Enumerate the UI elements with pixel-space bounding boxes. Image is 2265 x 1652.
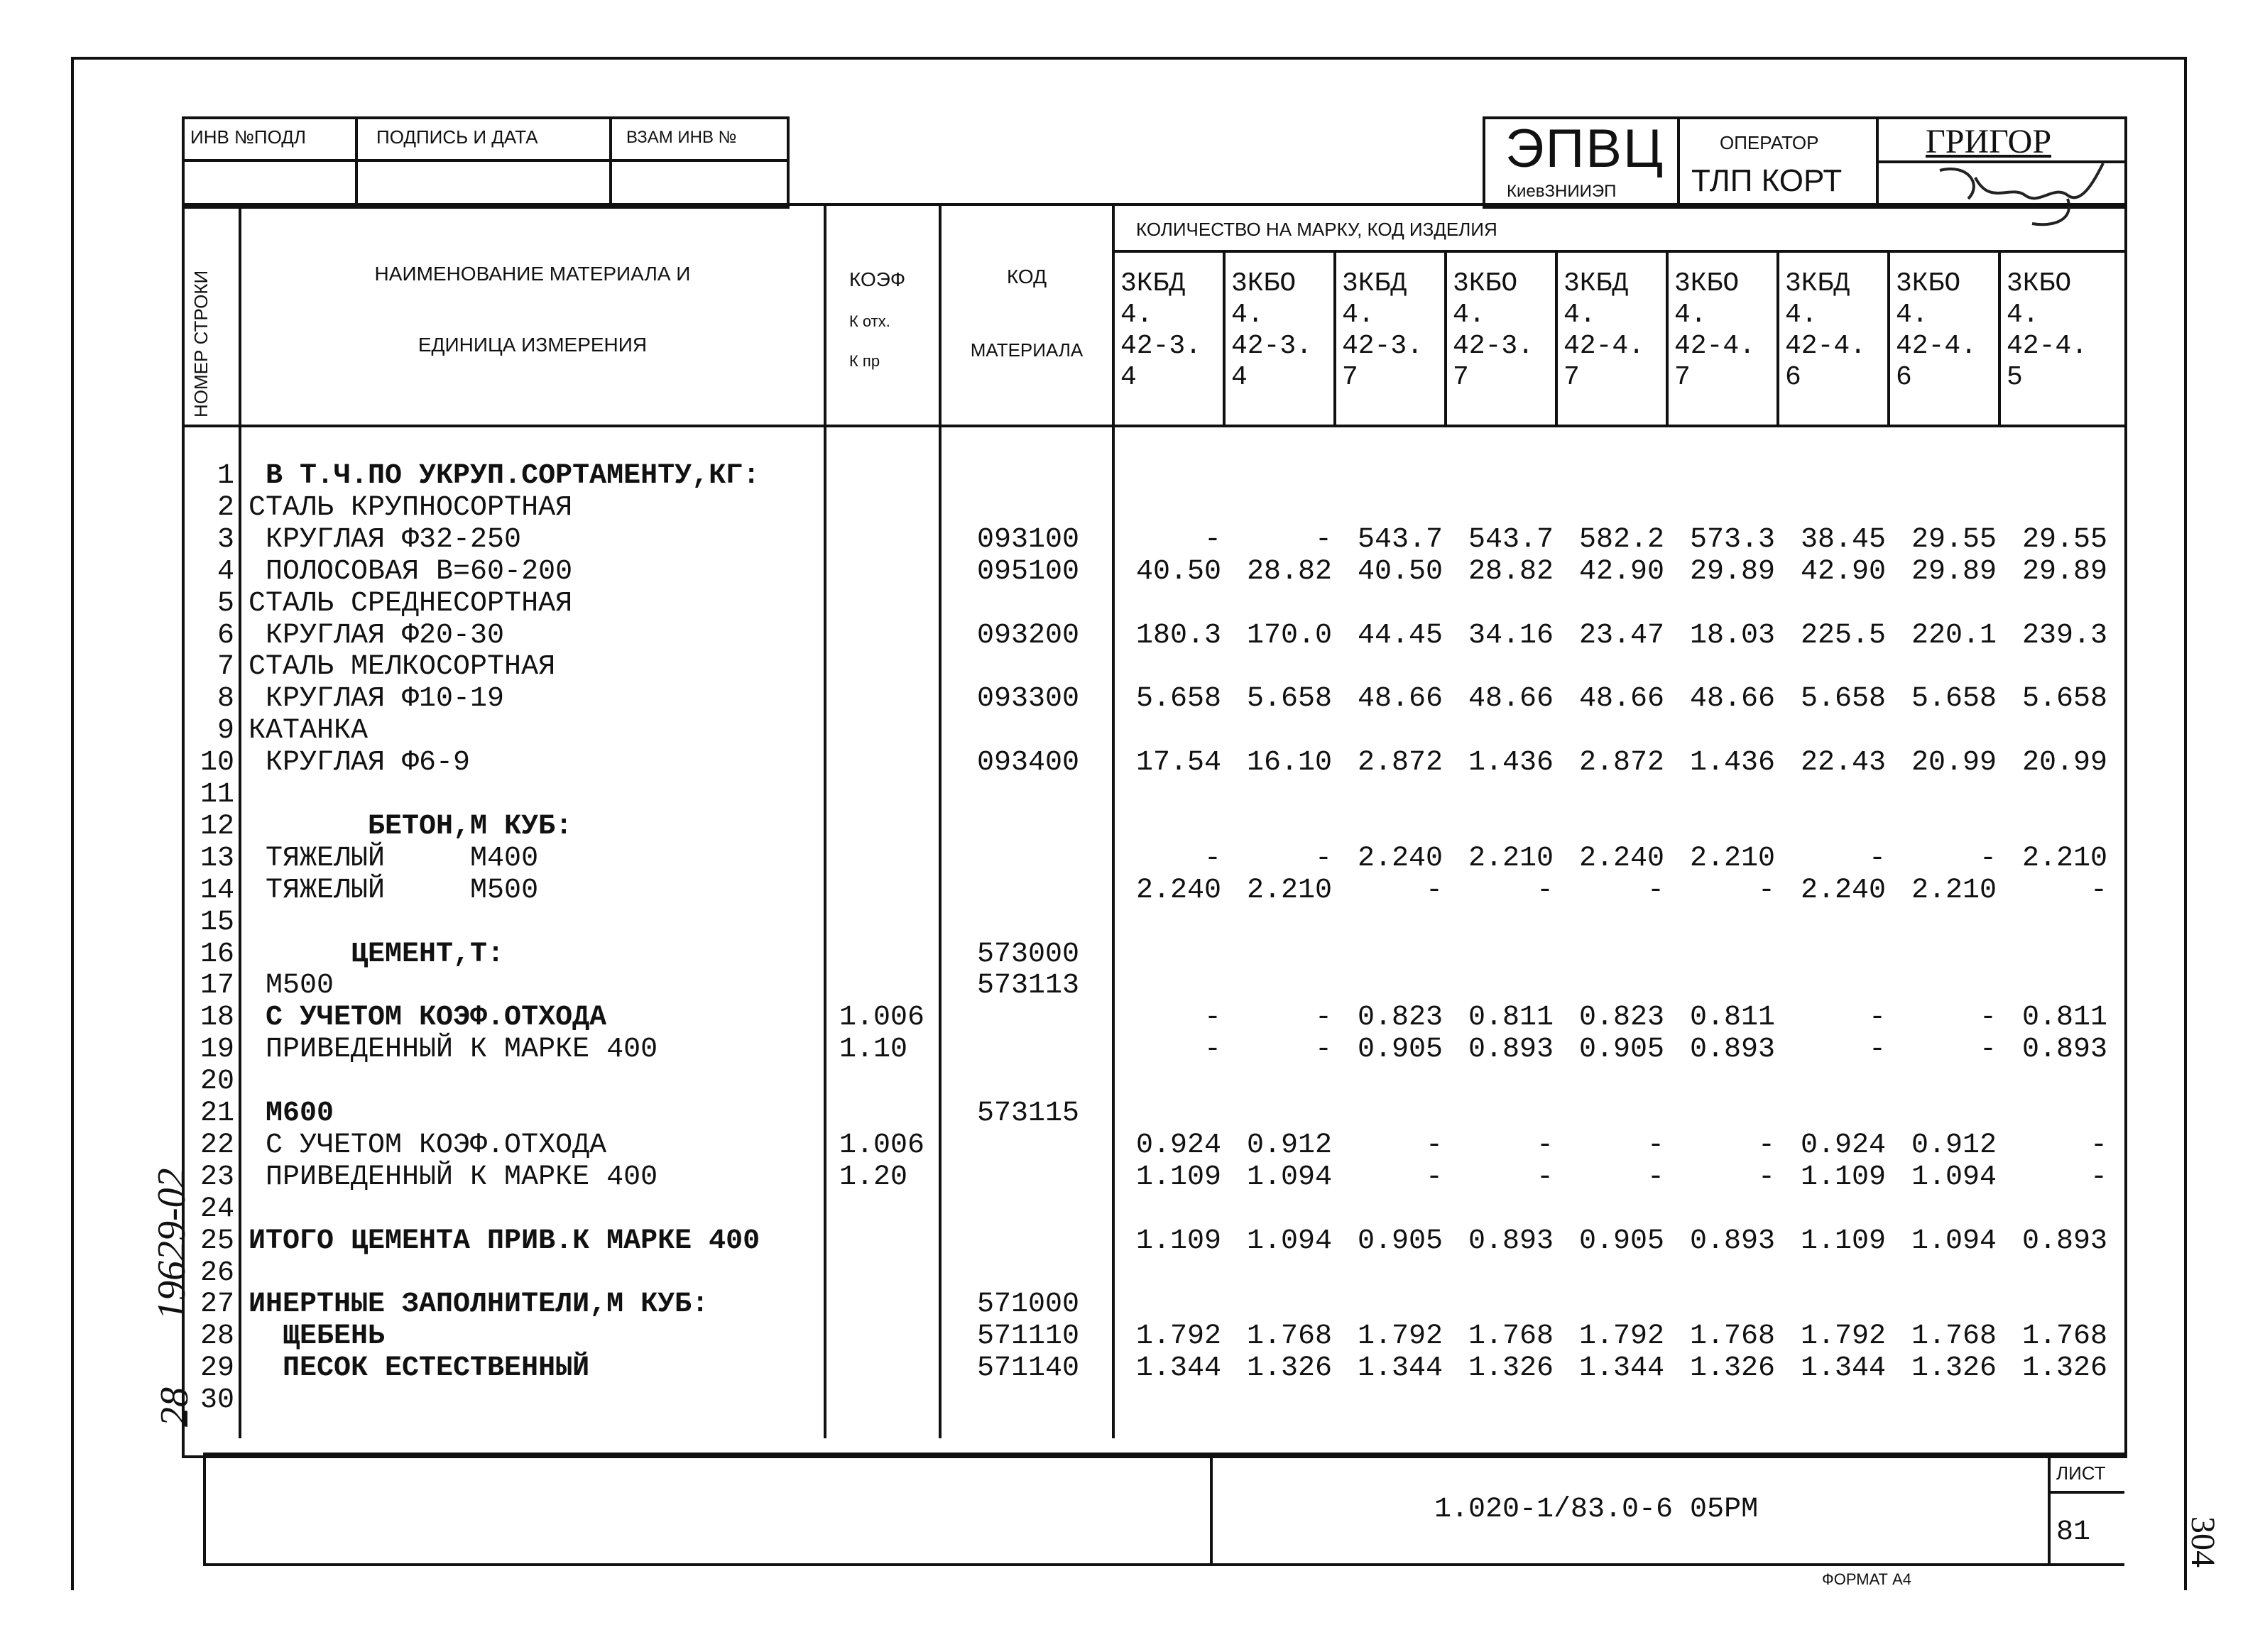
kod-header-line2: МАТЕРИАЛА: [970, 339, 1084, 361]
quantity-cell: -: [1757, 1129, 1775, 1161]
quantity-cell: 1.326: [1468, 1352, 1554, 1385]
quantity-cell: 239.3: [2021, 619, 2107, 652]
quantity-cell: 1.109: [1800, 1161, 1886, 1193]
mark-header-9-line-1: 3КБО: [2007, 268, 2072, 299]
quantity-cell: -: [1979, 1034, 1997, 1066]
quantity-cell: -: [1868, 842, 1886, 875]
mark-header-9-line-2: 4.: [2007, 300, 2039, 330]
header-bottom-line: [182, 425, 2124, 427]
quantity-cell: 1.792: [1800, 1320, 1886, 1353]
material-name: КРУГЛАЯ Ф6-9: [249, 747, 471, 779]
quantity-cell: 1.094: [1911, 1161, 1997, 1193]
quantity-cell: 0.912: [1911, 1129, 1997, 1161]
quantity-cell: 0.823: [1357, 1002, 1443, 1034]
quantity-cell: 1.326: [2021, 1352, 2107, 1385]
name-header-line2: ЕДИНИЦА ИЗМЕРЕНИЯ: [417, 334, 648, 356]
operator-label: ОПЕРАТОР: [1720, 132, 1819, 153]
mark-header-5-line-4: 7: [1563, 362, 1580, 393]
sheet-label: ЛИСТ: [2056, 1462, 2106, 1484]
koef-value: 1.20: [839, 1161, 908, 1193]
quantity-cell: 543.7: [1468, 523, 1554, 556]
quantity-cell: 1.436: [1468, 747, 1554, 779]
quantity-cell: 23.47: [1578, 619, 1664, 652]
margin-note-right: 304: [2184, 1516, 2222, 1568]
row-number: 25: [200, 1225, 234, 1257]
quantity-cell: 40.50: [1135, 555, 1221, 588]
quantity-cell: 38.45: [1800, 523, 1886, 556]
quantity-cell: 1.768: [1911, 1320, 1997, 1353]
mark-header-3-line-4: 7: [1342, 362, 1358, 393]
material-name: БЕТОН,М КУБ:: [249, 810, 573, 843]
material-name: ЩЕБЕНЬ: [249, 1320, 386, 1353]
mark-header-4-line-1: 3КБО: [1453, 268, 1518, 299]
quantity-cell: 2.210: [1911, 874, 1997, 907]
mark-header-3-line-1: 3КБД: [1342, 268, 1407, 299]
quantity-cell: -: [2090, 874, 2107, 907]
mark-header-2-line-3: 42-3.: [1231, 331, 1313, 361]
quantity-cell: -: [1868, 1034, 1886, 1066]
material-code: 571140: [977, 1352, 1080, 1385]
mark-header-3-line-3: 42-3.: [1342, 331, 1424, 361]
material-name: КРУГЛАЯ Ф32-250: [249, 523, 522, 556]
material-name: ПЕСОК ЕСТЕСТВЕННЫЙ: [249, 1352, 590, 1385]
quantity-cell: 1.326: [1246, 1352, 1332, 1385]
quantity-cell: -: [1425, 1129, 1443, 1161]
margin-note-left-small: 28: [153, 1387, 197, 1427]
material-name: М600: [249, 1098, 334, 1129]
col-line-m7: [1887, 250, 1890, 425]
quantity-cell: 2.210: [1468, 842, 1554, 875]
mark-header-6-line-1: 3КБО: [1674, 268, 1740, 299]
footer-bottom-line: [203, 1563, 2124, 1566]
stamp-org-small: КиевЗНИИЭП: [1507, 182, 1617, 201]
row-number: 17: [200, 970, 234, 1002]
mark-header-3-line-2: 4.: [1342, 300, 1375, 330]
quantity-cell: -: [1536, 1161, 1554, 1193]
quantity-cell: 5.658: [1135, 683, 1221, 716]
quantity-cell: 2.210: [1246, 874, 1332, 907]
quantity-cell: -: [1868, 1002, 1886, 1034]
quantity-cell: 2.240: [1135, 874, 1221, 907]
quantity-cell: 1.792: [1357, 1320, 1443, 1353]
inventory-box: [182, 116, 790, 209]
quantity-cell: -: [1425, 874, 1443, 907]
quantity-cell: 20.99: [1911, 747, 1997, 779]
quantity-cell: 220.1: [1911, 619, 1997, 652]
outer-frame-top: [71, 57, 2187, 60]
mark-header-8-line-3: 42-4.: [1896, 331, 1977, 361]
mark-header-4-line-2: 4.: [1453, 300, 1485, 330]
quantity-cell: 28.82: [1246, 555, 1332, 588]
quantity-cell: 225.5: [1800, 619, 1886, 652]
footer-sheet-hline: [2048, 1491, 2124, 1494]
koef-value: 1.006: [839, 1129, 925, 1161]
koef-value: 1.10: [839, 1034, 908, 1066]
quantity-cell: 0.893: [1468, 1034, 1554, 1066]
material-name: ИНЕРТНЫЕ ЗАПОЛНИТЕЛИ,М КУБ:: [249, 1289, 709, 1321]
quantity-cell: -: [1204, 1034, 1221, 1066]
mark-header-5-line-2: 4.: [1563, 300, 1596, 330]
material-name: С УЧЕТОМ КОЭФ.ОТХОДА: [249, 1002, 607, 1034]
row-number: 20: [200, 1066, 234, 1098]
mark-header-8-line-1: 3КБО: [1896, 268, 1961, 299]
quantity-cell: 40.50: [1357, 555, 1443, 588]
quantity-cell: 29.89: [2021, 555, 2107, 588]
mark-header-1-line-1: 3КБД: [1120, 268, 1186, 299]
mark-header-8-line-4: 6: [1896, 362, 1912, 393]
quantity-cell: 5.658: [1911, 683, 1997, 716]
col-line-name: [824, 203, 826, 1438]
row-number: 19: [200, 1034, 234, 1066]
mark-header-8-line-2: 4.: [1896, 300, 1928, 330]
quantity-cell: 1.326: [1911, 1352, 1997, 1385]
material-code: 093400: [977, 747, 1080, 779]
quantity-cell: -: [1647, 1129, 1664, 1161]
quantity-cell: 0.811: [2021, 1002, 2107, 1034]
quantity-cell: 1.436: [1689, 747, 1775, 779]
quantity-cell: 0.893: [1689, 1034, 1775, 1066]
quantity-cell: 1.344: [1357, 1352, 1443, 1385]
quantity-cell: 0.893: [2021, 1034, 2107, 1066]
mark-header-2-line-1: 3КБО: [1231, 268, 1297, 299]
row-number: 16: [200, 938, 234, 970]
mark-header-7-line-3: 42-4.: [1785, 331, 1867, 361]
quantity-cell: -: [1757, 1161, 1775, 1193]
quantity-cell: 1.792: [1578, 1320, 1664, 1353]
operator-value: ТЛП КОРТ: [1691, 163, 1843, 198]
row-number-header: НОМЕР СТРОКИ: [190, 270, 212, 417]
quantity-cell: 0.905: [1357, 1225, 1443, 1257]
quantity-cell: 180.3: [1135, 619, 1221, 652]
col-line-koef: [939, 203, 942, 1438]
material-name: ИТОГО ЦЕМЕНТА ПРИВ.К МАРКЕ 400: [249, 1225, 760, 1257]
quantity-cell: 1.109: [1135, 1161, 1221, 1193]
quantity-cell: 1.094: [1246, 1225, 1332, 1257]
kod-header-line1: КОД: [1006, 266, 1047, 288]
quantity-cell: 0.912: [1246, 1129, 1332, 1161]
footer-sheet-line: [2048, 1453, 2051, 1566]
quantity-cell: -: [1204, 842, 1221, 875]
quantity-cell: 573.3: [1689, 523, 1775, 556]
material-name: ТЯЖЕЛЫЙ М500: [249, 874, 539, 907]
material-name: ЦЕМЕНТ,Т:: [249, 938, 505, 970]
footer-left-line: [203, 1453, 206, 1566]
material-code: 093300: [977, 683, 1080, 716]
sheet-number: 81: [2056, 1516, 2091, 1548]
quantity-cell: 0.905: [1357, 1034, 1443, 1066]
row-number: 15: [200, 906, 234, 939]
mark-header-9-line-4: 5: [2007, 362, 2023, 393]
quantity-cell: 1.344: [1135, 1352, 1221, 1385]
quantity-cell: -: [2090, 1129, 2107, 1161]
quantity-cell: 17.54: [1135, 747, 1221, 779]
mark-header-5-line-1: 3КБД: [1563, 268, 1629, 299]
material-name: ПРИВЕДЕННЫЙ К МАРКЕ 400: [249, 1034, 658, 1066]
row-number: 9: [217, 715, 234, 748]
row-number: 12: [200, 810, 234, 843]
material-code: 573000: [977, 938, 1080, 970]
row-number: 2: [217, 491, 234, 524]
mark-header-7-line-1: 3КБД: [1785, 268, 1850, 299]
quantity-cell: 170.0: [1246, 619, 1332, 652]
quantity-cell: 0.811: [1468, 1002, 1554, 1034]
quantity-cell: -: [1536, 874, 1554, 907]
material-name: КРУГЛАЯ Ф20-30: [249, 619, 505, 652]
row-number: 22: [200, 1129, 234, 1161]
qty-header-line: [1115, 250, 2124, 253]
format-label: ФОРМАТ А4: [1822, 1570, 1912, 1588]
quantity-cell: 28.82: [1468, 555, 1554, 588]
quantity-cell: 2.872: [1357, 747, 1443, 779]
row-number: 30: [200, 1384, 234, 1417]
mark-header-2-line-4: 4: [1231, 362, 1248, 393]
quantity-cell: 5.658: [2021, 683, 2107, 716]
mark-header-6-line-4: 7: [1674, 362, 1691, 393]
quantity-cell: 48.66: [1578, 683, 1664, 716]
quantity-cell: 582.2: [1578, 523, 1664, 556]
sign-label: ПОДПИСЬ И ДАТА: [376, 126, 538, 148]
col-line-m1: [1223, 250, 1226, 425]
mark-header-2-line-2: 4.: [1231, 300, 1264, 330]
quantity-cell: 2.240: [1357, 842, 1443, 875]
material-name: СТАЛЬ СРЕДНЕСОРТНАЯ: [249, 587, 573, 620]
quantity-cell: 1.109: [1800, 1225, 1886, 1257]
quantity-cell: 42.90: [1578, 555, 1664, 588]
qty-header: КОЛИЧЕСТВО НА МАРКУ, КОД ИЗДЕЛИЯ: [1136, 219, 1497, 240]
material-name: КРУГЛАЯ Ф10-19: [249, 683, 505, 716]
margin-note-left: 19629-02: [150, 1168, 194, 1320]
col-line-m6: [1776, 250, 1779, 425]
quantity-cell: 1.094: [1911, 1225, 1997, 1257]
material-name: М500: [249, 970, 334, 1002]
mark-header-7-line-2: 4.: [1785, 300, 1818, 330]
mark-header-4-line-3: 42-3.: [1453, 331, 1534, 361]
material-name: СТАЛЬ МЕЛКОСОРТНАЯ: [249, 651, 556, 684]
col-line-m3: [1444, 250, 1447, 425]
quantity-cell: -: [1204, 523, 1221, 556]
row-number: 1: [217, 460, 234, 492]
quantity-cell: 48.66: [1357, 683, 1443, 716]
material-name: В Т.Ч.ПО УКРУП.СОРТАМЕНТУ,КГ:: [249, 460, 760, 492]
quantity-cell: 0.893: [2021, 1225, 2107, 1257]
quantity-cell: 2.872: [1578, 747, 1664, 779]
row-number: 11: [200, 779, 234, 811]
row-number: 24: [200, 1193, 234, 1225]
mark-header-1-line-3: 42-3.: [1120, 331, 1202, 361]
koef-header-line1: КОЭФ: [849, 268, 906, 290]
quantity-cell: 1.109: [1135, 1225, 1221, 1257]
quantity-cell: -: [2090, 1161, 2107, 1193]
col-line-kod: [1112, 203, 1115, 1438]
quantity-cell: 48.66: [1468, 683, 1554, 716]
quantity-cell: -: [1647, 874, 1664, 907]
person-name: ГРИГОР: [1926, 123, 2052, 160]
quantity-cell: 5.658: [1246, 683, 1332, 716]
quantity-cell: -: [1757, 874, 1775, 907]
quantity-cell: 0.811: [1689, 1002, 1775, 1034]
stamp-org-big: ЭПВЦ: [1505, 119, 1665, 179]
material-code: 573113: [977, 970, 1080, 1002]
row-number: 26: [200, 1257, 234, 1289]
koef-value: 1.006: [839, 1002, 925, 1034]
quantity-cell: 29.89: [1911, 555, 1997, 588]
mark-header-9-line-3: 42-4.: [2007, 331, 2088, 361]
quantity-cell: 20.99: [2021, 747, 2107, 779]
row-number: 4: [217, 555, 234, 588]
quantity-cell: 1.326: [1689, 1352, 1775, 1385]
quantity-cell: -: [1314, 523, 1332, 556]
row-number: 14: [200, 874, 234, 907]
quantity-cell: 0.893: [1468, 1225, 1554, 1257]
material-code: 095100: [977, 555, 1080, 588]
koef-header-line2: К отх.: [849, 312, 890, 330]
quantity-cell: 34.16: [1468, 619, 1554, 652]
quantity-cell: 18.03: [1689, 619, 1775, 652]
material-name: КАТАНКА: [249, 715, 369, 748]
quantity-cell: 44.45: [1357, 619, 1443, 652]
quantity-cell: 1.768: [1246, 1320, 1332, 1353]
quantity-cell: -: [1204, 1002, 1221, 1034]
col-line-m2: [1333, 250, 1336, 425]
row-number: 27: [200, 1289, 234, 1321]
quantity-cell: -: [1314, 842, 1332, 875]
quantity-cell: 0.905: [1578, 1225, 1664, 1257]
row-number: 13: [200, 842, 234, 875]
quantity-cell: 5.658: [1800, 683, 1886, 716]
mark-header-7-line-4: 6: [1785, 362, 1801, 393]
quantity-cell: 22.43: [1800, 747, 1886, 779]
footer-top-line: [203, 1453, 2124, 1455]
material-name: ПРИВЕДЕННЫЙ К МАРКЕ 400: [249, 1161, 658, 1193]
quantity-cell: 543.7: [1357, 523, 1443, 556]
mark-header-4-line-4: 7: [1453, 362, 1469, 393]
koef-header-line3: К пр: [849, 352, 880, 370]
doc-code: 1.020-1/83.0-6 05РМ: [1434, 1494, 1759, 1526]
quantity-cell: 2.210: [1689, 842, 1775, 875]
mark-header-1-line-2: 4.: [1120, 300, 1153, 330]
quantity-cell: 29.89: [1689, 555, 1775, 588]
outer-frame-left: [71, 57, 74, 1590]
material-code: 573115: [977, 1098, 1080, 1129]
quantity-cell: -: [1979, 1002, 1997, 1034]
material-code: 571000: [977, 1289, 1080, 1321]
quantity-cell: 0.905: [1578, 1034, 1664, 1066]
row-number: 5: [217, 587, 234, 620]
row-number: 28: [200, 1320, 234, 1353]
row-number: 21: [200, 1098, 234, 1129]
quantity-cell: 2.210: [2021, 842, 2107, 875]
material-code: 093100: [977, 523, 1080, 556]
quantity-cell: 1.768: [1468, 1320, 1554, 1353]
quantity-cell: -: [1979, 842, 1997, 875]
quantity-cell: 1.768: [2021, 1320, 2107, 1353]
row-number: 18: [200, 1002, 234, 1034]
quantity-cell: -: [1314, 1002, 1332, 1034]
quantity-cell: -: [1647, 1161, 1664, 1193]
quantity-cell: 1.792: [1135, 1320, 1221, 1353]
row-number: 8: [217, 683, 234, 716]
inv-label: ИНВ №ПОДЛ: [190, 126, 306, 148]
row-number: 6: [217, 619, 234, 652]
col-line-m5: [1666, 250, 1669, 425]
col-line-m4: [1555, 250, 1558, 425]
material-name: ТЯЖЕЛЫЙ М400: [249, 842, 539, 875]
material-name: СТАЛЬ КРУПНОСОРТНАЯ: [249, 491, 573, 524]
mark-header-1-line-4: 4: [1120, 362, 1137, 393]
quantity-cell: 16.10: [1246, 747, 1332, 779]
quantity-cell: 29.55: [2021, 523, 2107, 556]
quantity-cell: 0.924: [1800, 1129, 1886, 1161]
quantity-cell: 2.240: [1800, 874, 1886, 907]
quantity-cell: 42.90: [1800, 555, 1886, 588]
name-header-line1: НАИМЕНОВАНИЕ МАТЕРИАЛА И: [374, 263, 691, 285]
quantity-cell: -: [1536, 1129, 1554, 1161]
mark-header-5-line-3: 42-4.: [1563, 331, 1645, 361]
quantity-cell: 1.344: [1800, 1352, 1886, 1385]
quantity-cell: 0.823: [1578, 1002, 1664, 1034]
row-number: 10: [200, 747, 234, 779]
quantity-cell: -: [1314, 1034, 1332, 1066]
quantity-cell: 1.768: [1689, 1320, 1775, 1353]
mark-header-6-line-3: 42-4.: [1674, 331, 1756, 361]
vzam-label: ВЗАМ ИНВ №: [626, 128, 737, 147]
quantity-cell: 1.094: [1246, 1161, 1332, 1193]
row-number: 23: [200, 1161, 234, 1193]
row-number: 3: [217, 523, 234, 556]
quantity-cell: 48.66: [1689, 683, 1775, 716]
quantity-cell: 0.924: [1135, 1129, 1221, 1161]
footer-mid-line: [1210, 1453, 1213, 1566]
material-code: 093200: [977, 619, 1080, 652]
col-line-m8: [1998, 250, 2001, 425]
quantity-cell: 0.893: [1689, 1225, 1775, 1257]
stamp-box: [1483, 116, 2127, 209]
row-number: 29: [200, 1352, 234, 1385]
material-code: 571110: [977, 1320, 1080, 1353]
quantity-cell: 2.240: [1578, 842, 1664, 875]
quantity-cell: 1.344: [1578, 1352, 1664, 1385]
material-name: ПОЛОСОВАЯ В=60-200: [249, 555, 573, 588]
outer-frame-right: [2184, 57, 2187, 1590]
col-line-rownum: [239, 203, 241, 1438]
row-number: 7: [217, 651, 234, 684]
quantity-cell: -: [1425, 1161, 1443, 1193]
mark-header-6-line-2: 4.: [1674, 300, 1707, 330]
quantity-cell: 29.55: [1911, 523, 1997, 556]
material-name: С УЧЕТОМ КОЭФ.ОТХОДА: [249, 1129, 607, 1161]
